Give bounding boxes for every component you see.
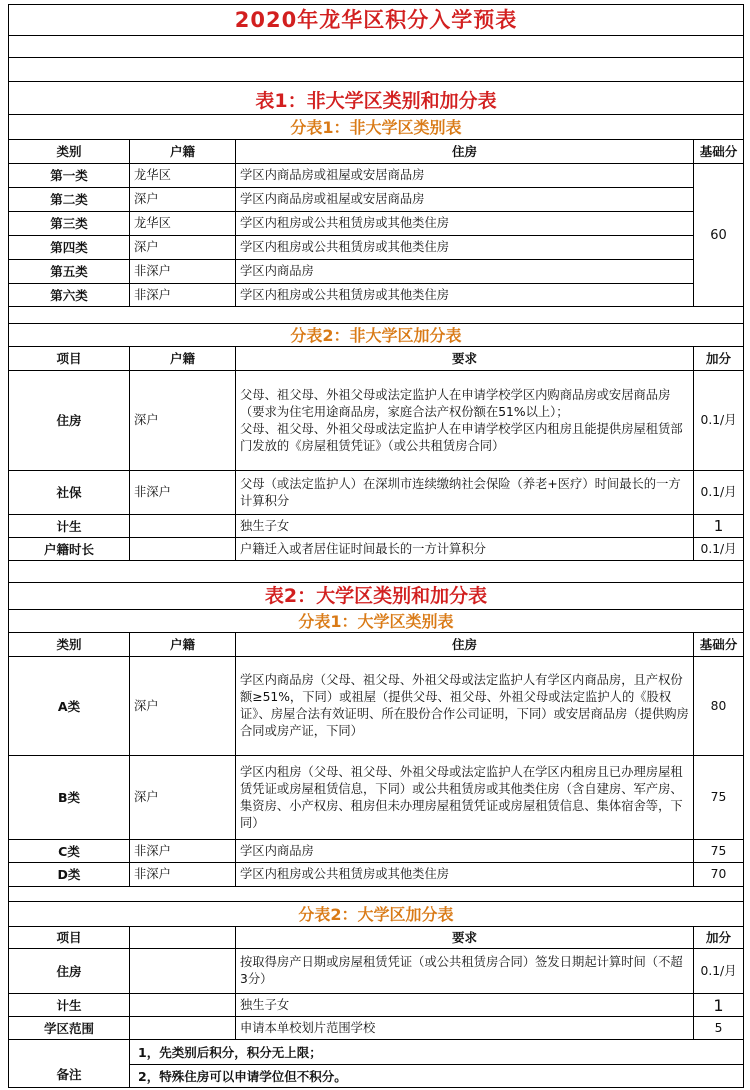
header-huji: 户籍 (129, 140, 235, 163)
requirement-cell: 独生子女 (235, 994, 693, 1016)
bonus-cell: 0.1/月 (693, 371, 743, 470)
header-requirement: 要求 (235, 927, 693, 948)
table-row (8, 284, 693, 307)
bonus-cell: 0.1/月 (693, 538, 743, 560)
requirement-cell: 独生子女 (235, 515, 693, 537)
category-cell: D类 (57, 867, 81, 882)
note-item: 1，先类别后积分，积分无上限； (129, 1040, 743, 1065)
t2-sub1-title-row (8, 610, 744, 633)
housing-cell: 学区内租房或公共租赁房或其他类住房 (235, 284, 694, 307)
blank-row (8, 561, 744, 583)
item-cell: 计生 (56, 997, 82, 1013)
header-housing: 住房 (235, 140, 693, 163)
huji-cell: 深户 (129, 756, 235, 839)
note-item: 2，特殊住房可以申请学位但不积分。 (129, 1064, 743, 1087)
housing-cell: 学区内商品房 (235, 260, 694, 283)
header-requirement: 要求 (235, 347, 693, 370)
housing-cell: 学区内商品房或祖屋或安居商品房 (235, 164, 694, 187)
category-cell: 第五类 (50, 264, 88, 279)
table-row (8, 471, 744, 515)
huji-cell: 深户 (129, 657, 235, 755)
t2-sub1-header (8, 633, 744, 657)
main-title-row (8, 4, 744, 36)
blank-row (8, 36, 744, 58)
table-row (8, 657, 744, 756)
bonus-cell: 0.1/月 (693, 949, 743, 993)
table-row (8, 994, 744, 1017)
header-base-score: 基础分 (693, 140, 743, 163)
table1-title: 表1：非大学区类别和加分表 (255, 89, 497, 112)
table-row (8, 515, 744, 538)
item-cell: 计生 (56, 518, 82, 534)
requirement-cell: 父母、祖父母、外祖父母或法定监护人在申请学校学区内购商品房或安居商品房（要求为住宅用途商品房，家庭合法产权份额在51%以上）； 父母、祖父母、外祖父母或法定监护人在申请学校学区内租房且能提供房屋租赁部门发放的《房屋租赁凭证》（或公共租赁房合同） (235, 371, 693, 470)
table2-title: 表2：大学区类别和加分表 (264, 584, 488, 607)
huji-cell: 非深户 (129, 471, 235, 514)
huji-cell: 龙华区 (129, 164, 235, 187)
table-row (8, 371, 744, 471)
housing-cell: 学区内租房（父母、祖父母、外祖父母或法定监护人在学区内租房且已办理房屋租赁凭证或房屋租赁信息，下同）或公共租赁房或其他类住房（含自建房、军产房、集资房、小产权房、租房但未办理房屋租赁凭证或房屋租赁信息、集体宿舍等，下同） (235, 756, 693, 839)
category-cell: C类 (58, 843, 80, 859)
table-row (8, 260, 693, 284)
bonus-cell: 1 (693, 515, 743, 537)
item-cell: 社保 (56, 485, 82, 500)
huji-cell: 深户 (129, 371, 235, 470)
requirement-cell: 父母（或法定监护人）在深圳市连续缴纳社会保险（养老+医疗）时间最长的一方计算积分 (235, 471, 693, 514)
empty-cell (129, 1017, 235, 1039)
t1-sub2-title: 分表2：非大学区加分表 (290, 325, 462, 345)
header-bonus: 加分 (693, 927, 743, 948)
housing-cell: 学区内租房或公共租赁房或其他类住房 (235, 236, 694, 259)
notes-label: 备注 (56, 1067, 82, 1082)
housing-cell: 学区内商品房 (235, 840, 693, 862)
t2-sub2-header (8, 927, 744, 949)
category-cell: 第四类 (50, 240, 88, 255)
t1-sub2-header (8, 347, 744, 371)
table-row (8, 188, 693, 212)
table2-title-row (8, 583, 744, 610)
huji-cell: 非深户 (129, 284, 235, 307)
t2-sub1-title: 分表1：大学区类别表 (298, 611, 454, 631)
huji-cell: 龙华区 (129, 212, 235, 235)
t1-sub2-title-row (8, 324, 744, 347)
table-row (8, 164, 693, 188)
base-score-cell: 70 (693, 863, 743, 886)
notes-row (8, 1040, 744, 1088)
base-score-cell: 75 (693, 840, 743, 862)
item-cell: 住房 (56, 963, 82, 979)
housing-cell: 学区内租房或公共租赁房或其他类住房 (235, 212, 694, 235)
table-row (8, 236, 693, 260)
huji-cell: 深户 (129, 188, 235, 211)
housing-cell: 学区内商品房或祖屋或安居商品房 (235, 188, 694, 211)
category-cell: 第一类 (50, 168, 88, 183)
header-housing: 住房 (235, 633, 693, 656)
huji-cell: 非深户 (129, 840, 235, 862)
table-row (8, 212, 693, 236)
table-row (8, 756, 744, 840)
category-cell: 第二类 (50, 192, 88, 207)
blank-row (8, 887, 744, 902)
category-cell: A类 (57, 698, 81, 714)
header-base-score: 基础分 (693, 633, 743, 656)
t1-base-score: 60 (693, 164, 743, 306)
bonus-cell: 5 (693, 1017, 743, 1039)
t2-sub2-title-row (8, 902, 744, 927)
t1-sub1-title: 分表1：非大学区类别表 (290, 117, 462, 137)
empty-header-cell (129, 927, 235, 948)
header-huji: 户籍 (129, 347, 235, 370)
housing-cell: 学区内租房或公共租赁房或其他类住房 (235, 863, 693, 886)
bonus-cell: 0.1/月 (693, 471, 743, 514)
housing-cell: 学区内商品房（父母、祖父母、外祖父母或法定监护人有学区内商品房，且产权份额≥51%，下同）或祖屋（提供父母、祖父母、外祖父母或法定监护人的《股权证》、房屋合法有效证明、所在股份合作公司证明，下同）或安居商品房（提供购房合同或房产证，下同） (235, 657, 693, 755)
bonus-cell: 1 (693, 994, 743, 1016)
item-cell: 户籍时长 (43, 541, 94, 557)
base-score-cell: 80 (693, 657, 743, 755)
table-row (8, 1017, 744, 1040)
table-row (8, 840, 744, 863)
header-huji: 户籍 (129, 633, 235, 656)
empty-cell (129, 949, 235, 993)
table-row (8, 949, 744, 994)
t1-sub1-title-row (8, 115, 744, 140)
huji-cell (129, 538, 235, 560)
huji-cell: 非深户 (129, 863, 235, 886)
category-cell: 第三类 (50, 216, 88, 231)
blank-row (8, 58, 744, 82)
requirement-cell: 申请本单校划片范围学校 (235, 1017, 693, 1039)
huji-cell: 深户 (129, 236, 235, 259)
item-cell: 住房 (56, 413, 82, 428)
t2-sub2-title: 分表2：大学区加分表 (298, 904, 454, 924)
base-score-cell: 75 (693, 756, 743, 839)
header-category: 类别 (56, 637, 82, 652)
empty-cell (129, 994, 235, 1016)
category-cell: B类 (57, 790, 81, 805)
huji-cell (129, 515, 235, 537)
t1-sub1-header (8, 140, 744, 164)
table-row (8, 863, 744, 887)
header-item: 项目 (56, 930, 82, 945)
table-row (8, 538, 744, 561)
requirement-cell: 户籍迁入或者居住证时间最长的一方计算积分 (235, 538, 693, 560)
page-title: 2020年龙华区积分入学预表 (234, 7, 518, 32)
requirement-cell: 按取得房产日期或房屋租赁凭证（或公共租赁房合同）签发日期起计算时间（不超3分） (235, 949, 693, 993)
blank-row (8, 307, 744, 324)
item-cell: 学区范围 (43, 1020, 94, 1036)
category-cell: 第六类 (50, 288, 88, 303)
header-item: 项目 (56, 351, 82, 366)
header-bonus: 加分 (693, 347, 743, 370)
table1-title-row (8, 82, 744, 115)
header-category: 类别 (56, 144, 82, 159)
huji-cell: 非深户 (129, 260, 235, 283)
